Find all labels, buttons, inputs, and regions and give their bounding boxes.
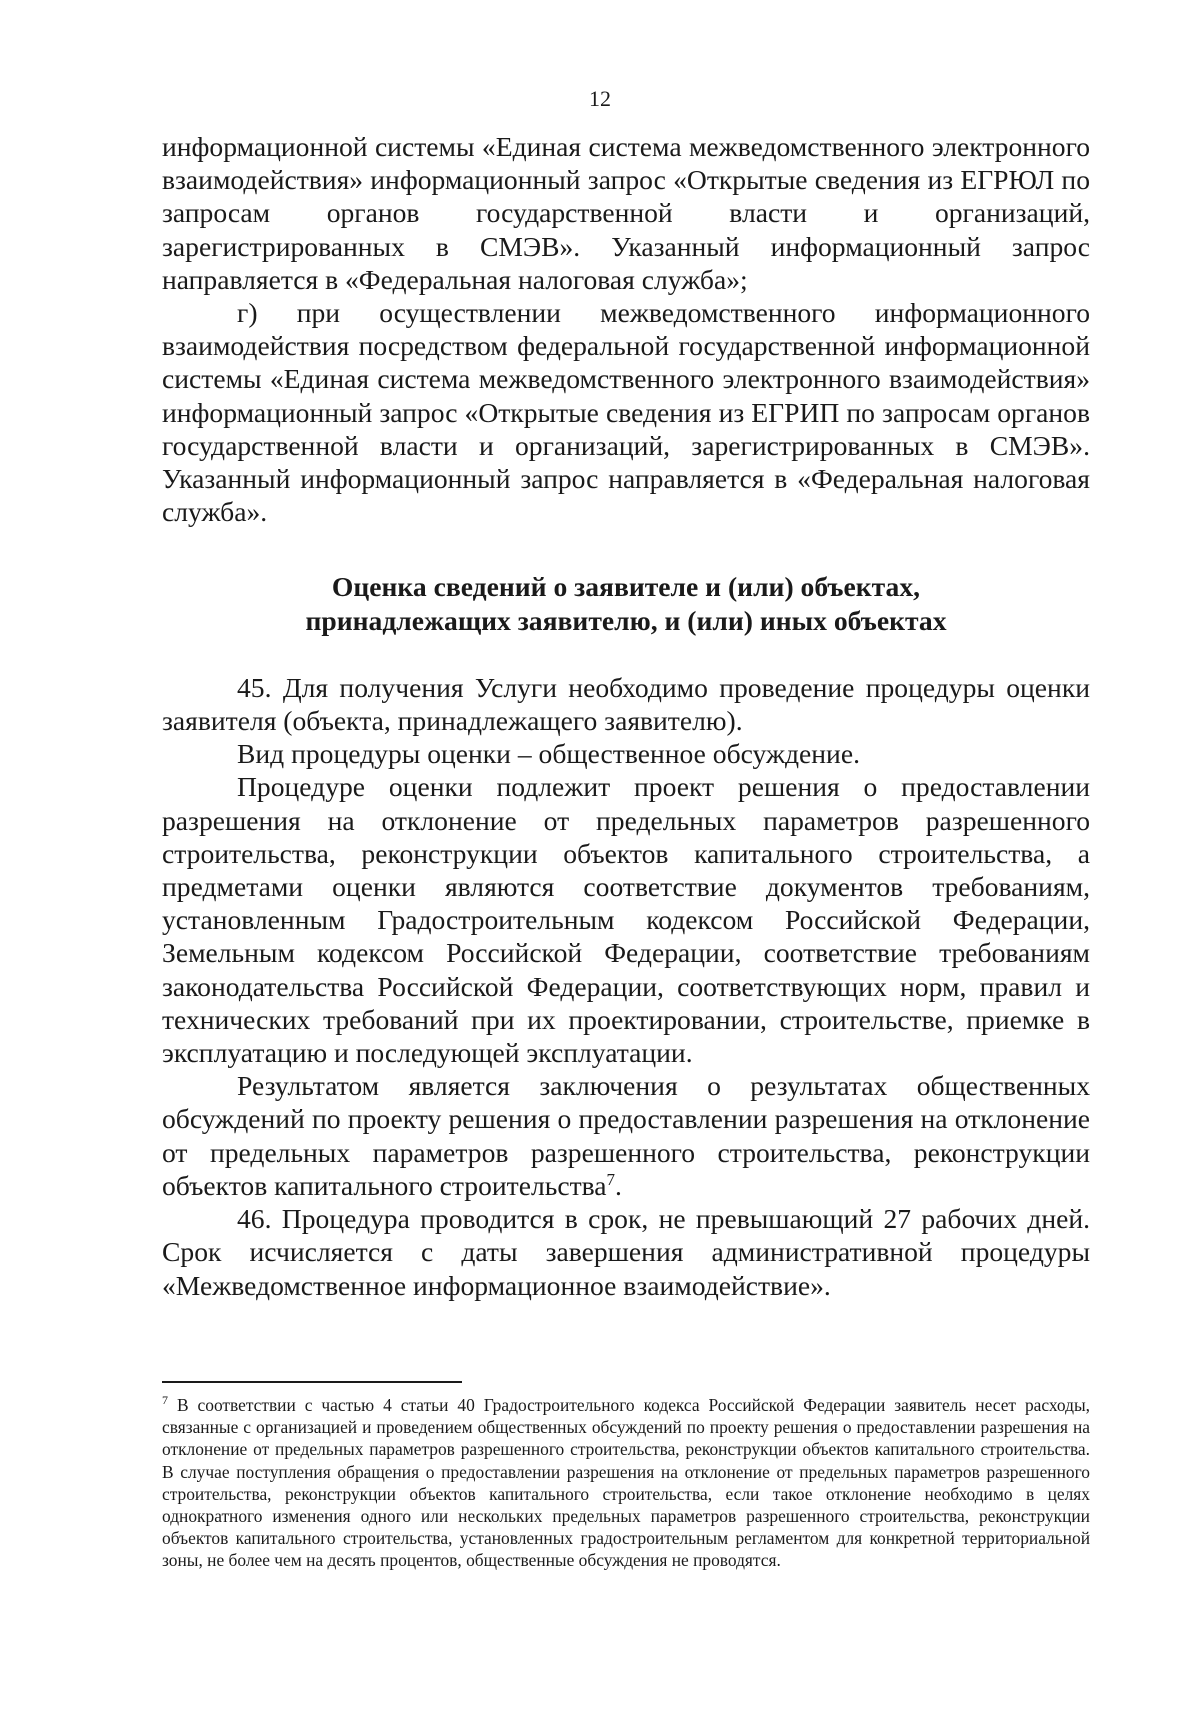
- paragraph-procedure-subject: Процедуре оценки подлежит проект решения о предоставлении разрешения на отклонение от предельных параметров разрешенного строительства, реконструкции объектов капитального строительства, а предметами оценки являются соответствие документов требованиям, установленным Градостроительным кодексом Российской Федерации, Земельным кодексом Российской Федерации, соответствие требованиям законодательства Российской Федерации, соответствующих норм, правил и технических требований при их проектировании, строительстве, приемке в эксплуатацию и последующей эксплуатации.: [162, 771, 1090, 1069]
- paragraph-result-end: .: [615, 1169, 622, 1201]
- page-number: 12: [589, 86, 611, 111]
- footnote-text: В соответствии с частью 4 статьи 40 Градостроительного кодекса Российской Федерации заявитель несет расходы, связанные с организацией и проведением общественных обсуждений по проекту решения о предоставлении разрешения на отклонение от предельных параметров разрешенного строительства, реконструкции объектов капитального строительства. В случае поступления обращения о предоставлении разрешения на отклонение от предельных параметров разрешенного строительства, реконструкции объектов капитального строительства, если такое отклонение необходимо в целях однократного изменения одного или нескольких предельных параметров разрешенного строительства, реконструкции объектов капитального строительства, установленных градостроительным регламентом для конкретной территориальной зоны, не более чем на десять процентов, общественные обсуждения не проводятся.: [162, 1395, 1090, 1571]
- footnote-reference[interactable]: 7: [606, 1169, 616, 1189]
- document-body: [162, 130, 1090, 1302]
- paragraph-46: 46. Процедура проводится в срок, не превышающий 27 рабочих дней. Срок исчисляется с даты завершения административной процедуры «Межведомственное информационное взаимодействие».: [162, 1203, 1090, 1301]
- section-heading: [162, 570, 1090, 636]
- paragraph-result-text: Результатом является заключения о результатах общественных обсуждений по проекту решения о предоставлении разрешения на отклонение от предельных параметров разрешенного строительства, реконструкции объектов капитального строительства: [162, 1070, 1090, 1201]
- paragraph-procedure-type: Вид процедуры оценки – общественное обсуждение.: [237, 738, 860, 770]
- footnote-marker: 7: [162, 1393, 168, 1408]
- paragraph-item-g: г) при осуществлении межведомственного информационного взаимодействия посредством федеральной государственной информационной системы «Единая система межведомственного электронного взаимодействия» информационный запрос «Открытые сведения из ЕГРИП по запросам органов государственной власти и организаций, зарегистрированных в СМЭВ». Указанный информационный запрос направляется в «Федеральная налоговая служба».: [162, 297, 1090, 528]
- paragraph-45: 45. Для получения Услуги необходимо проведение процедуры оценки заявителя (объекта, принадлежащего заявителю).: [162, 671, 1090, 737]
- footnote: [162, 1394, 1090, 1572]
- footnote-separator: [162, 1381, 462, 1383]
- paragraph-result: [162, 1069, 1090, 1202]
- section-heading-line-1: Оценка сведений о заявителе и (или) объектах,: [331, 571, 921, 603]
- paragraph-continuation: информационной системы «Единая система межведомственного электронного взаимодействия» информационный запрос «Открытые сведения из ЕГРЮЛ по запросам органов государственной власти и организаций, зарегистрированных в СМЭВ». Указанный информационный запрос направляется в «Федеральная налоговая служба»;: [162, 131, 1090, 295]
- section-heading-line-2: принадлежащих заявителю, и (или) иных объектах: [305, 604, 947, 636]
